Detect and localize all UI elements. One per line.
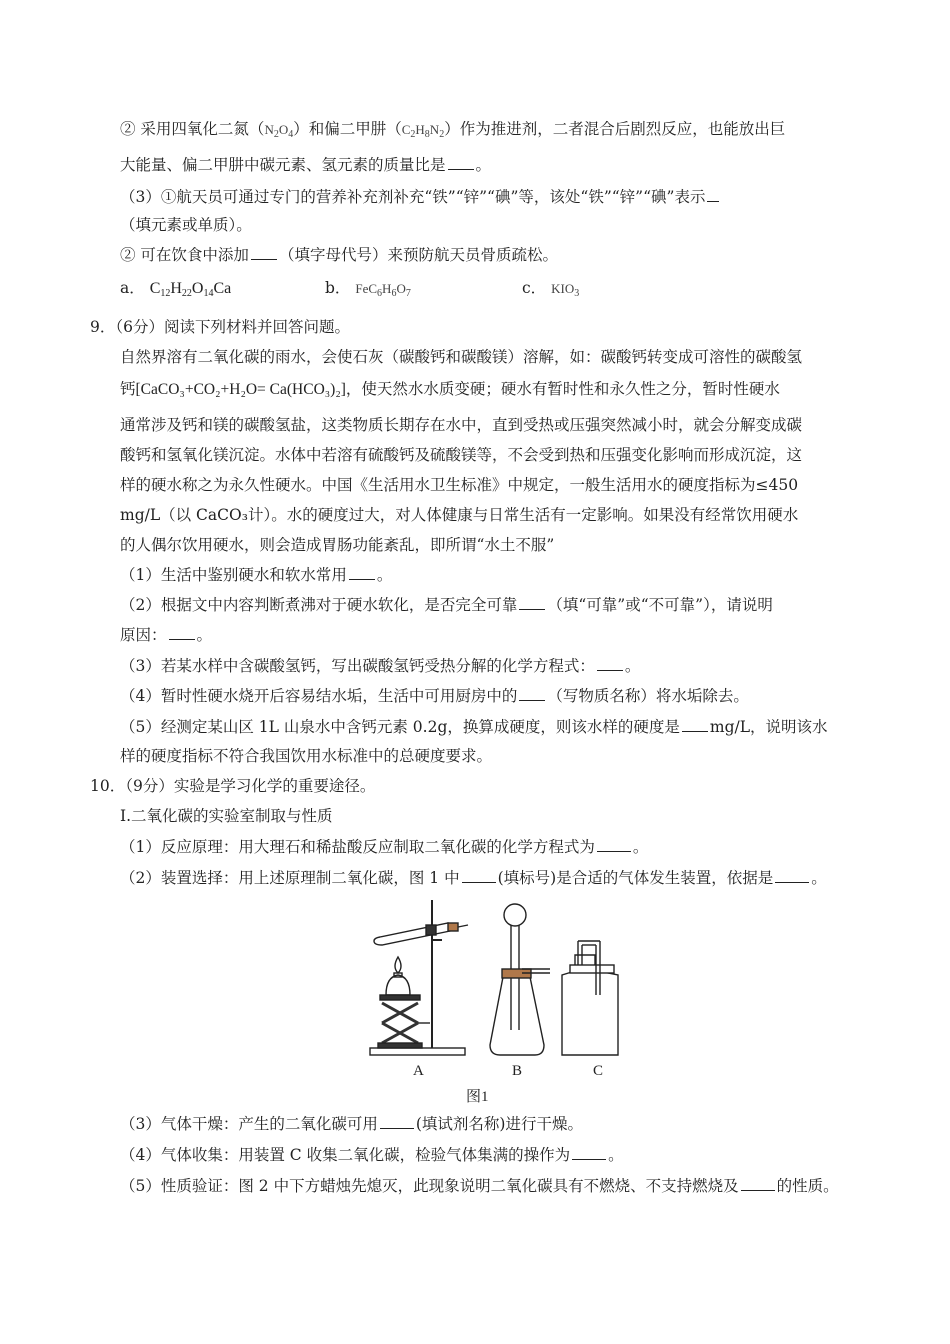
text: ② 采用四氧化二氮（ <box>120 120 265 138</box>
formula-c2h8n2: $C_2H_8N_2$ <box>401 122 445 140</box>
q10-sub-3 <box>120 1113 583 1135</box>
text: 。 <box>811 869 827 887</box>
text: （2）装置选择：用上述原理制二氧化碳，图 1 中 <box>120 869 460 887</box>
text: （2）根据文中内容判断煮沸对于硬水软化，是否完全可靠 <box>120 596 518 614</box>
q10-sub-4 <box>120 1144 624 1166</box>
text: ）作为推进剂，二者混合后剧烈反应，也能放出巨 <box>444 120 786 138</box>
q10-heading: 10．（9分）实验是学习化学的重要途径。 <box>90 777 376 795</box>
label-b: B <box>512 1063 523 1079</box>
q8-line-2 <box>120 154 491 176</box>
answer-blank[interactable] <box>251 245 277 260</box>
option-b-formula: $FeC_6H_6O_7$ <box>355 281 411 299</box>
option-a-formula: $C_{12}H_{22}O_{14}Ca$ <box>149 280 232 299</box>
text: ）和偏二甲肼（ <box>293 120 402 138</box>
q9-sub-5-cont: 样的硬度指标不符合我国饮用水标准中的总硬度要求。 <box>120 747 493 765</box>
q9-passage-1: 自然界溶有二氧化碳的雨水，会使石灰（碳酸钙和碳酸镁）溶解，如：碳酸钙转变成可溶性的碳酸氢 <box>120 348 803 366</box>
q8-line-3 <box>120 186 721 208</box>
q10-sub-2 <box>120 867 827 889</box>
text: 。 <box>608 1146 624 1164</box>
text: 原因： <box>120 626 167 644</box>
answer-blank[interactable] <box>572 1145 606 1160</box>
answer-blank[interactable] <box>169 625 195 640</box>
answer-blank[interactable] <box>519 595 545 610</box>
q9-heading: 9．（6分）阅读下列材料并回答问题。 <box>90 318 350 336</box>
text: 的性质。 <box>776 1177 839 1195</box>
answer-blank[interactable] <box>349 565 375 580</box>
q8-line-5 <box>120 244 558 266</box>
q9-sub-5 <box>120 716 828 738</box>
q9-passage-7: 的人偶尔饮用硬水，则会造成胃肠功能紊乱，即所谓“水土不服” <box>120 536 555 554</box>
answer-blank[interactable] <box>741 1176 775 1191</box>
q9-passage-6: mg/L（以 CaCO₃计）。水的硬度过大，对人体健康与日常生活有一定影响。如果没有经常饮用硬水 <box>120 506 799 524</box>
q8-option-b <box>325 277 411 305</box>
formula-n2o4: $N_2O_4$ <box>264 122 294 140</box>
q10-sub-1 <box>120 836 648 858</box>
q9-passage-4: 酸钙和氢氧化镁沉淀。水体中若溶有硫酸钙及硫酸镁等，不会受到热和压强变化影响而形成沉淀，这 <box>120 446 803 464</box>
text: （填“可靠”或“不可靠”），请说明 <box>547 596 773 614</box>
text: （1）生活中鉴别硬水和软水常用 <box>120 566 347 584</box>
label-c: C <box>593 1063 604 1079</box>
answer-blank[interactable] <box>519 686 545 701</box>
text: ② 可在饮食中添加 <box>120 246 249 264</box>
answer-blank[interactable] <box>775 868 809 883</box>
q8-options <box>120 277 231 305</box>
text: （写物质名称）将水垢除去。 <box>547 687 749 705</box>
text: mg/L，说明该水 <box>709 718 828 736</box>
text: 。 <box>624 657 641 675</box>
q9-passage-2 <box>120 378 780 401</box>
option-c-formula: $KIO_3$ <box>551 281 580 299</box>
text: ，使天然水水质变硬；硬水有暂时性和永久性之分，暂时性硬水 <box>345 380 780 398</box>
text: （3）若某水样中含碳酸氢钙，写出碳酸氢钙受热分解的化学方程式： <box>120 657 595 675</box>
answer-blank[interactable] <box>462 868 496 883</box>
text: （填字母代号）来预防航天员骨质疏松。 <box>278 246 558 264</box>
text: 。 <box>196 626 213 644</box>
equation: [CaCO₃+CO₂+H₂O= Ca(HCO₃)₂] <box>135 381 346 398</box>
q8-line-4 <box>120 214 252 236</box>
q9-passage-3: 通常涉及钙和镁的碳酸氢盐，这类物质长期存在水中，直到受热或压强突然减小时，就会分解变成碳 <box>120 416 803 434</box>
text: （4）暂时性硬水烧开后容易结水垢，生活中可用厨房中的 <box>120 687 518 705</box>
text: （5）性质验证：图 2 中下方蜡烛先熄灭，此现象说明二氧化碳具有不燃烧、不支持燃烧及 <box>120 1177 739 1195</box>
q9-passage-5: 样的硬水称之为永久性硬水。中国《生活用水卫生标准》中规定，一般生活用水的硬度指标为≤450 <box>120 476 799 494</box>
answer-blank[interactable] <box>448 155 474 170</box>
text: （3）气体干燥：产生的二氧化碳可用 <box>120 1115 378 1133</box>
text: （1）反应原理：用大理石和稀盐酸反应制取二氧化碳的化学方程式为 <box>120 838 595 856</box>
q10-section-title: I.二氧化碳的实验室制取与性质 <box>120 807 333 825</box>
answer-blank[interactable] <box>707 187 719 202</box>
answer-blank[interactable] <box>380 1114 414 1129</box>
stand-base <box>370 1048 465 1055</box>
answer-blank[interactable] <box>682 717 708 732</box>
text: 。 <box>475 156 492 174</box>
text: （填元素或单质）。 <box>120 216 252 234</box>
answer-blank[interactable] <box>597 837 631 852</box>
q9-sub-4 <box>120 685 749 707</box>
text: （4）气体收集：用装置 C 收集二氧化碳，检验气体集满的操作为 <box>120 1146 571 1164</box>
text: 。 <box>632 838 649 856</box>
text: (填试剂名称)进行干燥。 <box>415 1115 583 1133</box>
apparatus-drawing <box>360 895 650 1065</box>
text: （3）①航天员可通过专门的营养补充剂补充“铁”“锌”“碘”等，该处“铁”“锌”“碘”表示 <box>120 188 706 206</box>
figure-caption: 图1 <box>466 1089 489 1105</box>
text: 大能量、偏二甲肼中碳元素、氢元素的质量比是 <box>120 156 446 174</box>
option-b-label: b． <box>325 279 351 297</box>
text: 。 <box>376 566 393 584</box>
option-c-label: c． <box>522 279 547 297</box>
label-a: A <box>413 1063 424 1079</box>
q10-sub-5 <box>120 1175 839 1197</box>
q8-line-1 <box>120 118 785 146</box>
text: 钙 <box>120 380 136 398</box>
option-a-label: a． <box>120 279 145 297</box>
text: （5）经测定某山区 1L 山泉水中含钙元素 0.2g，换算成硬度，则该水样的硬度是 <box>120 718 680 736</box>
q9-sub-3 <box>120 655 640 677</box>
q9-sub-2 <box>120 594 773 616</box>
q9-sub-1 <box>120 564 392 586</box>
answer-blank[interactable] <box>597 656 623 671</box>
q9-sub-2-cont <box>120 624 212 646</box>
figure-1 <box>360 895 650 1095</box>
text: (填标号)是合适的气体发生装置，依据是 <box>497 869 774 887</box>
q8-option-c <box>522 277 579 305</box>
